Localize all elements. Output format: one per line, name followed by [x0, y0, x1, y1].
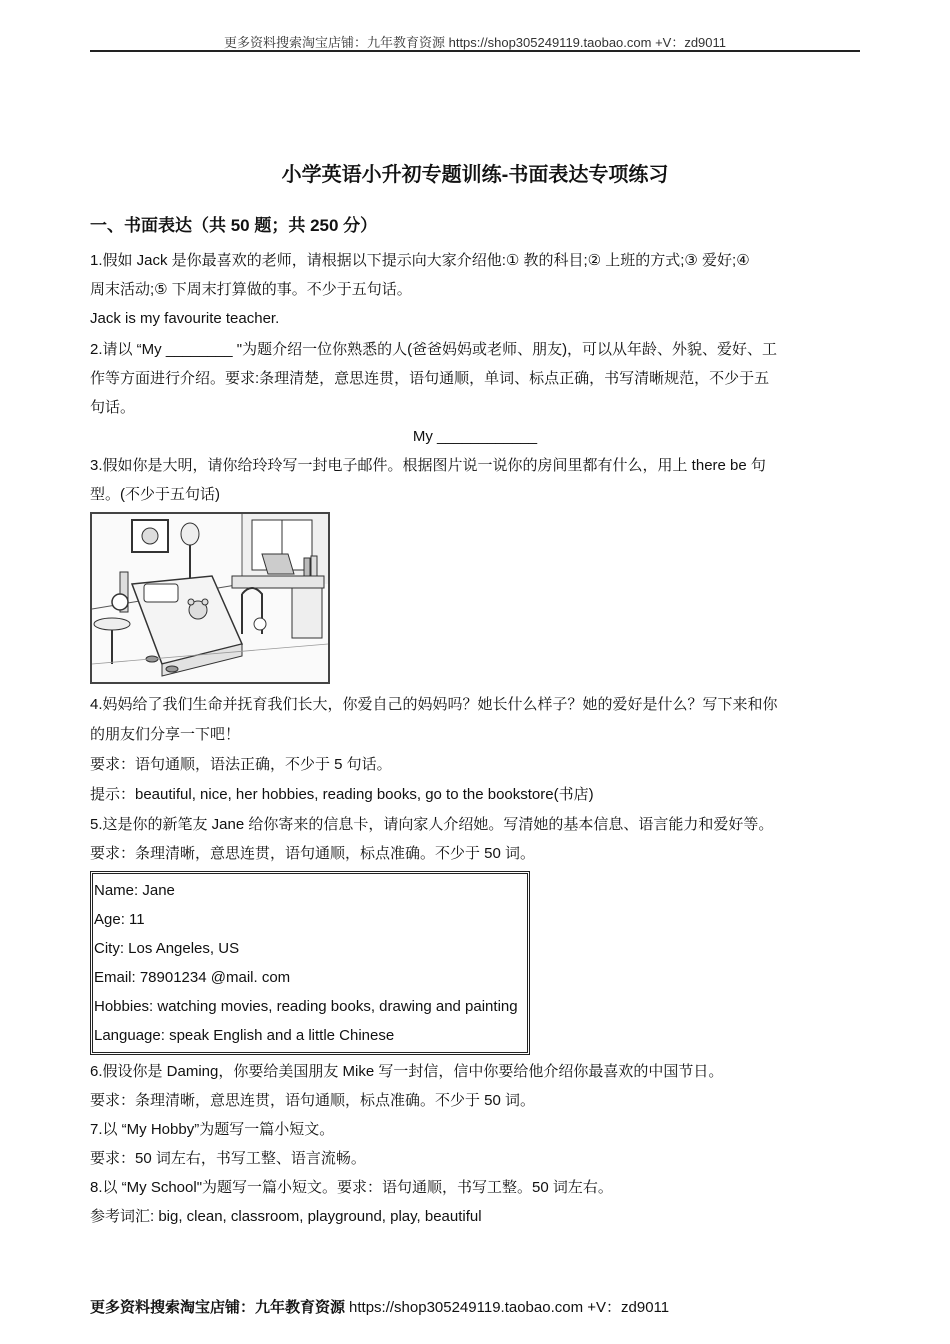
- card-language: Language: speak English and a little Chinese: [94, 1027, 395, 1044]
- card-name: Name: Jane: [94, 882, 175, 899]
- q3-line-1: 3.假如你是大明，请你给玲玲写一封电子邮件。根据图片说一说你的房间里都有什么，用上 there be 句: [90, 457, 766, 474]
- q6-line-2: 要求：条理清晰，意思连贯，语句通顺，标点准确。不少于 50 词。: [90, 1092, 536, 1109]
- q4-line-1: 4.妈妈给了我们生命并抚育我们长大，你爱自己的妈妈吗？她长什么样子？她的爱好是什么？写下来和你: [90, 696, 778, 713]
- bedroom-illustration: [90, 512, 330, 684]
- footer-label: 更多资料搜索淘宝店铺：九年教育资源: [90, 1299, 346, 1316]
- q1-line-1: 1.假如 Jack 是你最喜欢的老师，请根据以下提示向大家介绍他:① 教的科目;② 上班的方式;③ 爱好;④: [90, 252, 750, 269]
- q7-line-2: 要求：50 词左右，书写工整、语言流畅。: [90, 1150, 366, 1167]
- q1-line-3: Jack is my favourite teacher.: [90, 310, 280, 327]
- q5-line-1: 5.这是你的新笔友 Jane 给你寄来的信息卡，请向家人介绍她。写清她的基本信息、语言能力和爱好等。: [90, 816, 774, 833]
- page-footer: [90, 1296, 669, 1317]
- q2-line-3: 句话。: [90, 399, 136, 416]
- q7-line-1: 7.以 “My Hobby”为题写一篇小短文。: [90, 1121, 335, 1138]
- footer-url: https://shop305249119.taobao.com +V：zd9011: [349, 1299, 670, 1316]
- card-hobbies: Hobbies: watching movies, reading books, drawing and painting: [94, 998, 518, 1015]
- q2-line-1: 2.请以 “My ________ "为题介绍一位你熟悉的人(爸爸妈妈或老师、朋友)，可以从年龄、外貌、爱好、工: [90, 341, 778, 358]
- q8-line-2: 参考词汇: big, clean, classroom, playground, play, beautiful: [90, 1208, 482, 1225]
- q6-line-1: 6.假设你是 Daming，你要给美国朋友 Mike 写一封信，信中你要给他介绍你最喜欢的中国节日。: [90, 1063, 724, 1080]
- q8-line-1: 8.以 “My School"为题写一篇小短文。要求：语句通顺，书写工整。50 词左右。: [90, 1179, 613, 1196]
- question-list: [90, 246, 860, 1231]
- card-email: Email: 78901234 @mail. com: [94, 969, 291, 986]
- section-heading: 一、书面表达（共 50 题；共 250 分）: [90, 216, 378, 235]
- page-title: 小学英语小升初专题训练-书面表达专项练习: [281, 164, 669, 186]
- q2-title-blank: My ____________: [412, 428, 538, 445]
- bedroom-drawing: [92, 514, 328, 682]
- q1-line-2: 周末活动;⑤ 下周末打算做的事。不少于五句话。: [90, 281, 412, 298]
- q4-line-2: 的朋友们分享一下吧！: [90, 726, 241, 743]
- q2-line-2: 作等方面进行介绍。要求:条理清楚，意思连贯，语句通顺，单词、标点正确，书写清晰规范，不少于五: [90, 370, 770, 387]
- q3-line-2: 型。(不少于五句话): [90, 486, 220, 503]
- q4-line-3: 要求：语句通顺，语法正确，不少于 5 句话。: [90, 756, 392, 773]
- q5-line-2: 要求：条理清晰，意思连贯，语句通顺，标点准确。不少于 50 词。: [90, 845, 536, 862]
- info-card: [90, 871, 530, 1055]
- card-city: City: Los Angeles, US: [94, 940, 240, 957]
- page-header: 更多资料搜索淘宝店铺：九年教育资源 https://shop305249119.taobao.com +V：zd9011: [223, 35, 727, 50]
- q4-line-4: 提示：beautiful, nice, her hobbies, reading books, go to the bookstore(书店): [90, 786, 594, 803]
- card-age: Age: 11: [94, 911, 145, 928]
- header-divider: [90, 50, 860, 52]
